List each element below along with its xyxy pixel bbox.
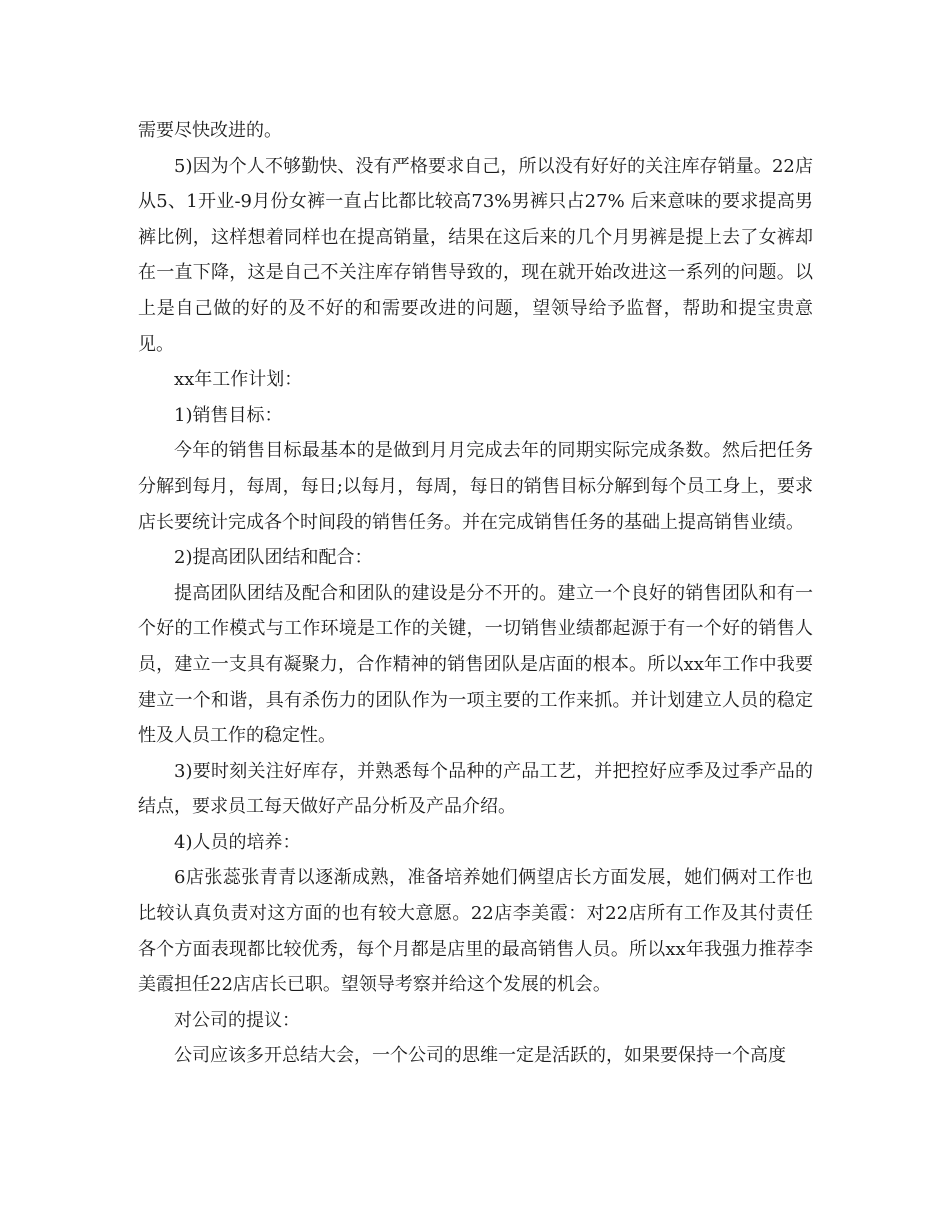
heading-staff-training: 4)人员的培养：: [174, 831, 301, 853]
paragraph-teamwork: 提高团队团结及配合和团队的建设是分不开的。建立一个良好的销售团队和有一个好的工作模式与工作环境是工作的关键，一切销售业绩都起源于有一个好的销售人员，建立一支具有凝聚力，合作精神的销售团队是店面的根本。所以xx年工作中我要建立一个和谐，具有杀伤力的团队作为一项主要的工作来抓。并计划建立人员的稳定性及人员工作的稳定性。: [138, 582, 813, 747]
heading-suggestions: 对公司的提议：: [174, 1009, 300, 1031]
paragraph-continuation: 需要尽快改进的。: [138, 120, 282, 141]
heading-work-plan: xx年工作计划：: [174, 369, 303, 391]
paragraph-suggestions: 公司应该多开总结大会，一个公司的思维一定是活跃的，如果要保持一个高度: [174, 1045, 786, 1067]
paragraph-inventory: 3)要时刻关注好库存，并熟悉每个品种的产品工艺，并把控好应季及过季产品的结点，要求员工每天做好产品分析及产品介绍。: [138, 760, 813, 818]
heading-sales-target: 1)销售目标：: [174, 404, 283, 426]
paragraph-staff-training: 6店张蕊张青青以逐渐成熟，准备培养她们俩望店长方面发展，她们俩对工作也比较认真负责对这方面的也有较大意愿。22店李美霞：对22店所有工作及其付责任各个方面表现都比较优秀，每个月都是店里的最高销售人员。所以xx年我强力推荐李美霞担任22店店长已职。望领导考察并给这个发展的机会。: [138, 867, 813, 996]
heading-teamwork: 2)提高团队团结和配合：: [174, 547, 373, 569]
document-body: [138, 113, 813, 1074]
paragraph-item-5: 5)因为个人不够勤快、没有严格要求自己，所以没有好好的关注库存销量。22店从5、1开业-9月份女裤一直占比都比较高73%男裤只占27% 后来意味的要求提高男裤比例，这样想着同样也在提高销量，结果在这后来的几个月男裤是提上去了女裤却在一直下降，这是自己不关注库存销售导致的，现在就开始改进这一系列的问题。以上是自己做的好的及不好的和需要改进的问题，望领导给予监督，帮助和提宝贵意见。: [138, 155, 813, 355]
paragraph-sales-target: 今年的销售目标最基本的是做到月月完成去年的同期实际完成条数。然后把任务分解到每月，每周，每日;以每月，每周，每日的销售目标分解到每个员工身上，要求店长要统计完成各个时间段的销售任务。并在完成销售任务的基础上提高销售业绩。: [138, 440, 813, 533]
